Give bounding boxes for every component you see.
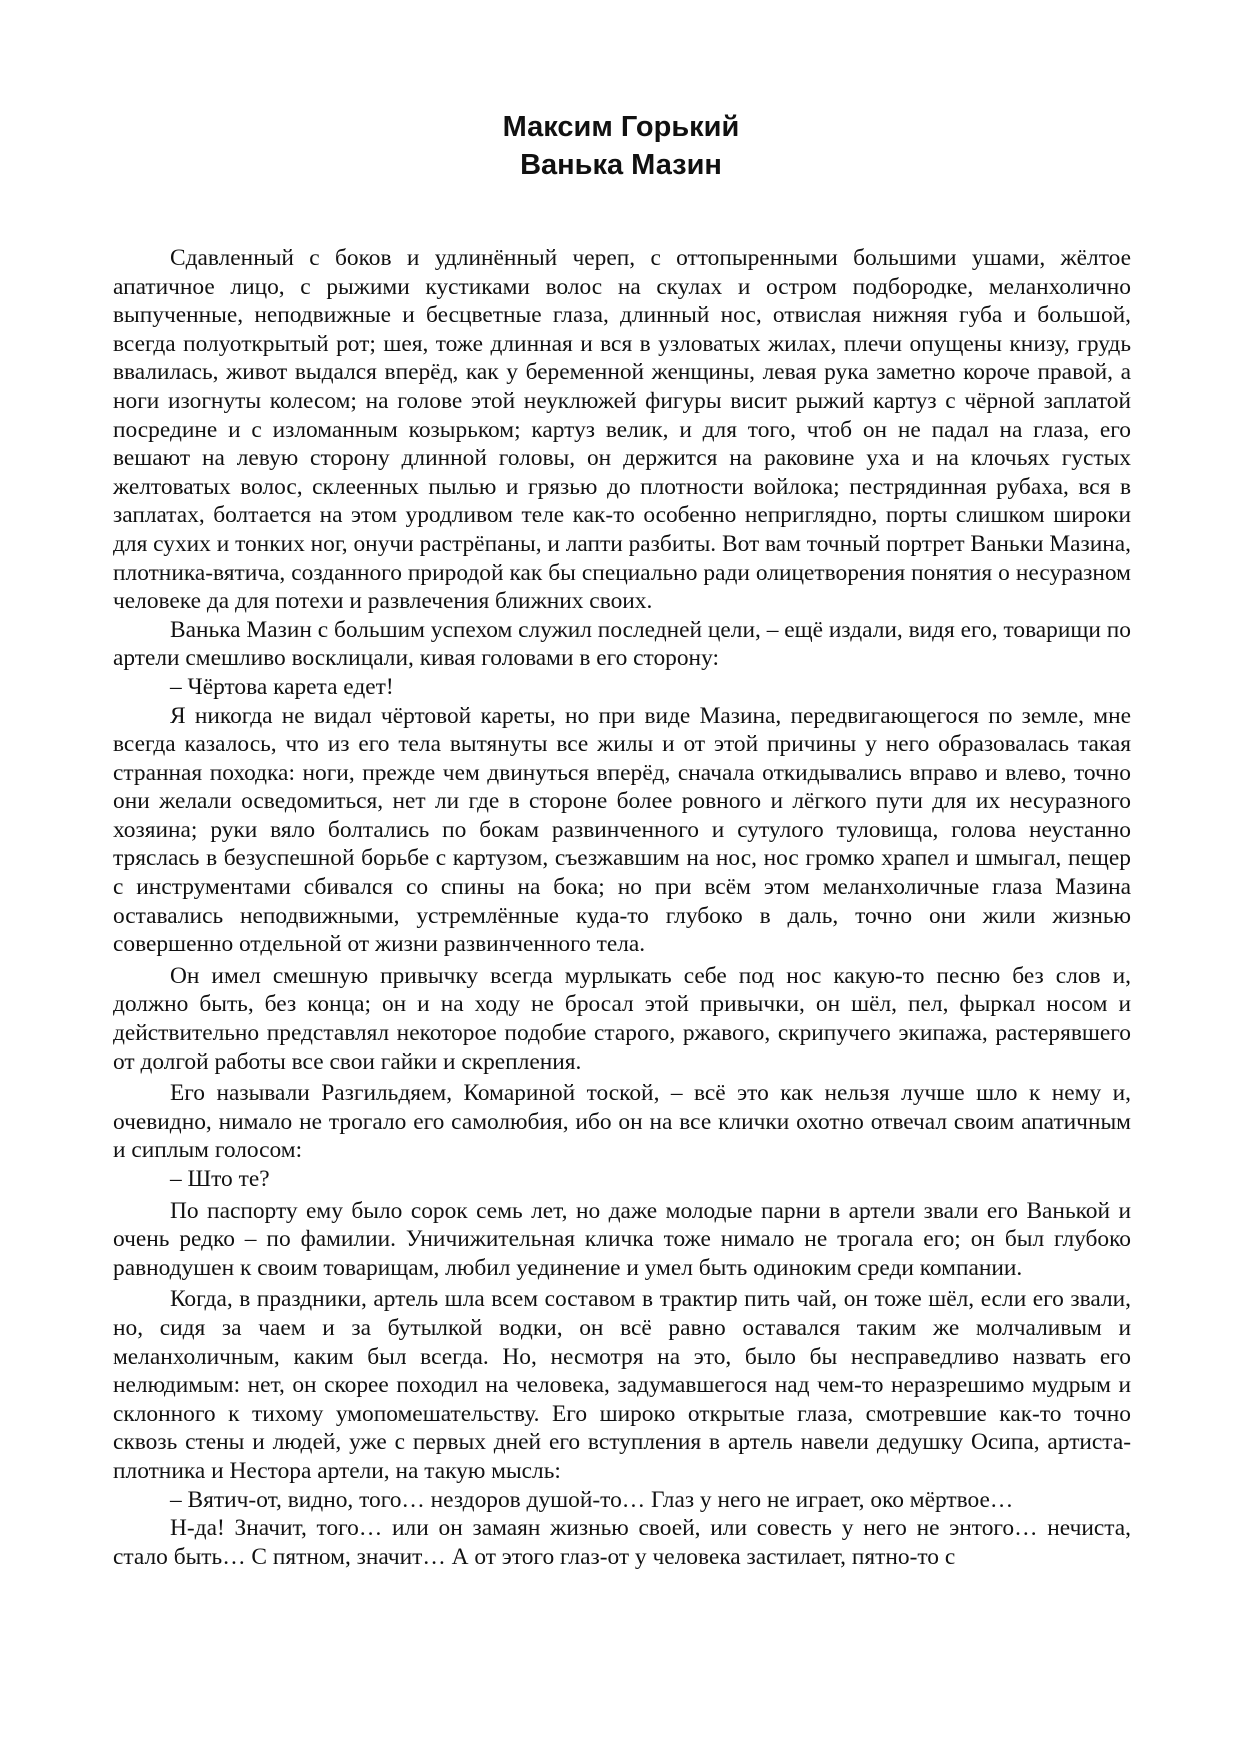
paragraph: Сдавленный с боков и удлинённый череп, с оттопыренными большими ушами, жёлтое апатичное лицо, с рыжими кустиками волос на скулах и остром подбородке, меланхолично выпученные, неподвижные и бесцветные глаза, длинный нос, отвислая нижняя губа и большой, всегда полуоткрытый рот; шея, тоже длинная и вся в узловатых жилах, плечи опущены книзу, грудь ввалилась, живот выдался вперёд, как у беременной женщины, левая рука заметно короче правой, а ноги изогнуты колесом; на голове этой неуклюжей фигуры висит рыжий картуз с чёрной заплатой посредине и с изломанным козырьком; картуз велик, и для того, чтоб он не падал на глаза, его вешают на левую сторону длинной головы, он держится на раковине уха и на клочьях густых желтоватых волос, склеенных пылью и грязью до плотности войлока; пестрядинная рубаха, вся в заплатах, болтается на этом уродливом теле как-то особенно неприглядно, порты слишком широки для сухих и тонких ног, онучи растрёпаны, и лапти разбиты. Вот вам точный портрет Ваньки Мазина, плотника-вятича, созданного природой как бы специально ради олицетворения понятия о несуразном человеке да для потехи и развлечения ближних своих. [113, 245, 1132, 615]
paragraph: Я никогда не видал чёртовой кареты, но при виде Мазина, передвигающегося по земле, мне всегда казалось, что из его тела вытянуты все жилы и от этой причины у него образовалась такая странная походка: ноги, прежде чем двинуться вперёд, сначала откидывались вправо и влево, точно они желали осведомиться, нет ли где в стороне более ровного и лёгкого пути для их несуразного хозяина; руки вяло болтались по бокам развинченного и сутулого туловища, голова неустанно тряслась в безуспешной борьбе с картузом, съезжавшим на нос, нос громко храпел и шмыгал, пещер с инструментами сбивался со спины на бока; но при всём этом меланхоличные глаза Мазина оставались неподвижными, устремлённые куда-то глубоко в даль, точно они жили жизнью совершенно отдельной от жизни развинченного тела. [113, 702, 1131, 958]
paragraph: Его называли Разгильдяем, Комариной тоской, – всё это как нельзя лучше шло к нему и, очевидно, нимало не трогало его самолюбия, ибо он на все клички охотно отвечал своим апатичным и сиплым голосом: [113, 1080, 1131, 1164]
dialogue-line: – Што те? [170, 1166, 270, 1192]
paragraph: По паспорту ему было сорок семь лет, но даже молодые парни в артели звали его Ванькой и очень редко – по фамилии. Уничижительная кличка тоже нимало не трогала его; он был глубоко равнодушен к своим товарищам, любил уединение и умел быть одиноким среди компании. [113, 1197, 1131, 1281]
dialogue-line: – Вятич-от, видно, того… нездоров душой-то… Глаз у него не играет, око мёртвое… [170, 1486, 1014, 1513]
paragraph: Н-да! Значит, того… или он замаян жизнью своей, или совесть у него не энтого… нечиста, стало быть… С пятном, значит… А от этого глаз-от у человека застилает, пятно-то с [113, 1515, 1131, 1570]
document-header [0, 108, 1242, 184]
dialogue-line: – Чёртова карета едет! [170, 673, 394, 700]
paragraph: Когда, в праздники, артель шла всем составом в трактир пить чай, он тоже шёл, если его звали, но, сидя за чаем и за бутылкой водки, он всё равно оставался таким же молчаливым и меланхоличным, каким был всегда. Но, несмотря на это, было бы несправедливо назвать его нелюдимым: нет, он скорее походил на человека, задумавшегося над чем-то неразрешимо мудрым и склонного к тихому умопомешательству. Его широко открытые глаза, смотревшие как-то точно сквозь стены и людей, уже с первых дней его вступления в артель навели дедушку Осипа, артиста-плотника и Нестора артели, на такую мысль: [113, 1286, 1131, 1484]
story-text [113, 244, 1131, 1571]
story-title: Ванька Мазин [520, 149, 722, 181]
author-name: Максим Горький [502, 111, 740, 143]
paragraph: Ванька Мазин с большим успехом служил последней цели, – ещё издали, видя его, товарищи по артели смешливо восклицали, кивая головами в его сторону: [113, 616, 1131, 672]
paragraph: Он имел смешную привычку всегда мурлыкать себе под нос какую-то песню без слов и, должно быть, без конца; он и на ходу не бросал этой привычки, он шёл, пел, фыркал носом и действительно представлял некоторое подобие старого, ржавого, скрипучего экипажа, растерявшего от долгой работы все свои гайки и скрепления. [113, 962, 1131, 1075]
